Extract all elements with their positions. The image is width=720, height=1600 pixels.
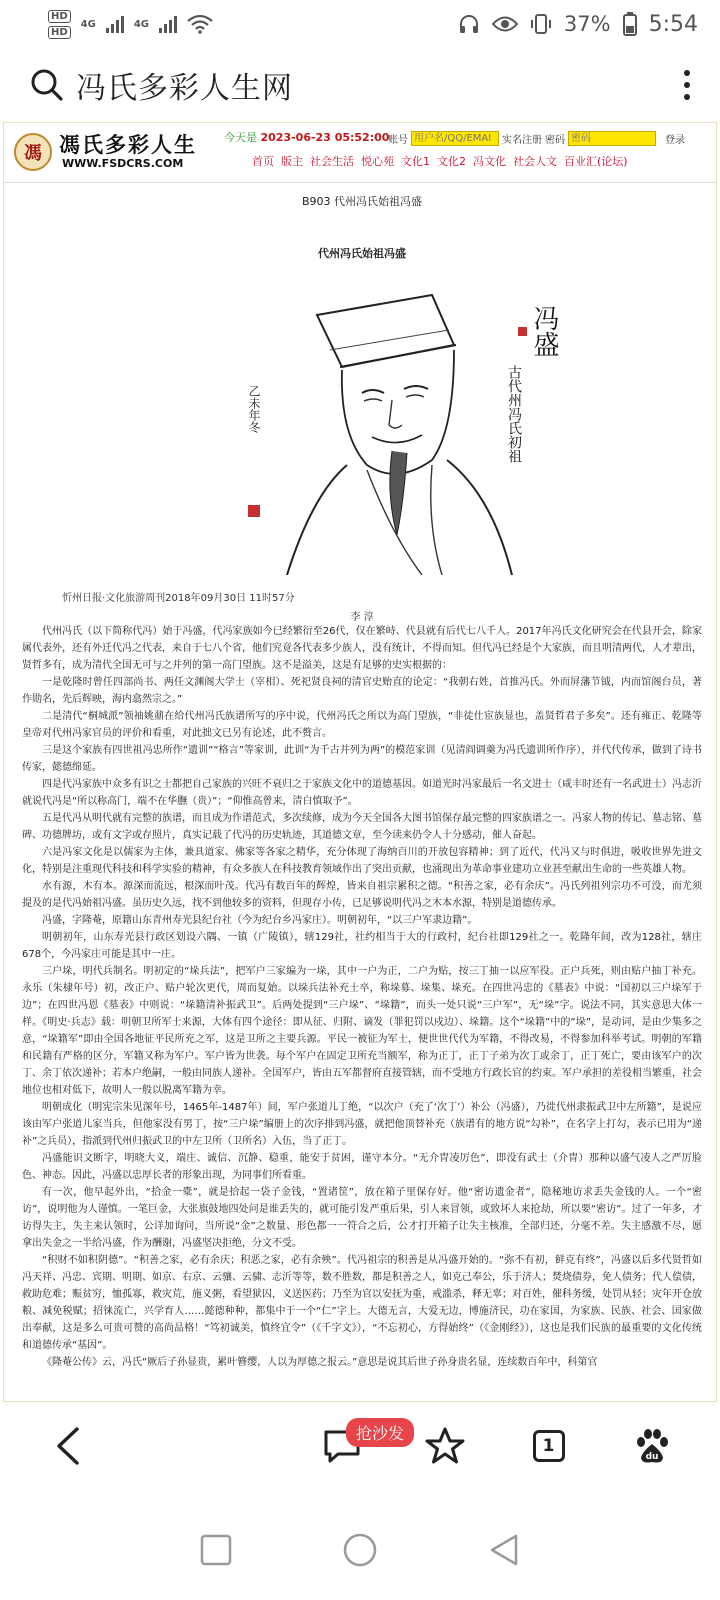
calligraphy-right-2: 古代州冯氏初祖 [506,365,522,463]
password-input[interactable] [568,131,656,146]
tabs-count[interactable]: 1 [533,1430,565,1462]
paragraph: 四是代冯家族中众多有识之士都把自己家族的兴旺不衰归之于家族文化中的道德基因。如道光时冯家最后一名文进士（咸丰时还有一名武进士）冯志沂就说代冯是“所以称高门，端不在华膴（贵）”；“仰惟高曾来，清白慎取予”。 [22,779,702,807]
wifi-icon [187,14,213,34]
portrait-image [192,275,592,575]
hd-badge-2: HD [48,26,71,39]
nav-item-forum[interactable]: 百业汇(论坛) [564,155,628,168]
nav-item-feng-culture[interactable]: 冯文化 [473,155,506,168]
calligraphy-right: 冯盛 [529,305,559,357]
page-title[interactable]: 冯氏多彩人生网 [76,71,293,106]
baidu-paw-icon[interactable] [628,1422,676,1470]
grab-sofa-badge[interactable]: 抢沙发 [346,1418,414,1447]
site-header [4,123,716,183]
today-date [224,129,389,145]
paragraph: 明朝成化（明宪宗朱见深年号，1465年-1487年）间，军户张道儿丁绝，“以次户（充了‘次丁’）补公（冯盛），乃徙代州隶振武卫中左所籍”，是说应该由军户张道儿家当兵，但他家没有男丁，按“三户垛”编册上的次序排到冯盛，就把他顶替补充（族谱有的地方说“勾补”，在名字上打勾，表示已用为“递补”之兵员），指派到代州归振武卫的中左卫所（卫所名）入伍，当了正丁。 [22,1102,702,1147]
headphone-icon [458,13,480,35]
paragraph: 《隆菴公传》云，冯氏“厥后子孙显贵，累叶簪缨，人以为厚德之报云。”意思是说其后世子孙身贵名显，连续数百年中，科第官 [42,1357,598,1368]
paragraph: 明朝初年，山东寿光县行政区划设六隅、一镇（广陵镇），辖129社，社约相当于大的行政村，纪台社即129社之一。乾隆年间，改为128社，辖庄678个，今冯家庄可能是其中一庄。 [22,932,702,960]
status-bar [0,0,720,48]
article-author: 李 淳 [350,612,374,623]
paragraph: “积财不如积阴德”。“积善之家，必有余庆；积恶之家，必有余殃”。代冯祖宗的积善是从冯盛开始的。“弥不有初，鲜克有终”，冯盛以后多代贤哲如冯天祥、冯忠、宾期、明期、如京、右京、云骧、云骕、志沂等等，数不胜数，都是积善之人，如克己奉公，乐于济人；焚烧债券，免人债务；代人偿债，救助危难；赈贫穷，恤孤寡，救灾荒，施义粥，看望狱囚，义送医药；乃至为官以安抚为重，戒滥杀，释无辜；对百姓，催科务缓，处罚从轻；灾年开仓放粮、减免税赋；招徕流亡，兴学育人……懿德种种，都集中于一个“仁”字上。大德无言，大爱无边，博施济民，功在家国，为家族、民族、社会、国家做出奉献，这是多么可贵可赞的高尚品格！“笃初诚美，慎终宜令”（《千字文》），“不忘初心，方得始终”（《金刚经》），这也是我们民族的最重要的文化传统和道德传承“基因”。 [22,1255,702,1351]
signal-icon-2 [159,15,177,33]
site-logo-url: WWW.FSDCRS.COM [62,157,184,170]
paragraph: 三是这个家族有四世祖冯忠所作“遗训”“格言”等家训，此训“为千古并列为两”的模范家训（见清阎调羹为冯氏遗训所作序），并代代传承，做到了诗书传家，懿德绵延。 [22,745,702,773]
web-page [3,122,717,1402]
seal-stamp-left [248,505,260,517]
today-value: 2023-06-23 05:52:00 [260,131,390,144]
article-source: 忻州日报·文化旅游周刊2018年09月30日 11时57分 [62,593,295,604]
home-icon[interactable] [342,1532,378,1568]
password-label: 密码 [545,135,565,146]
nav-item-home[interactable]: 首页 [252,155,274,168]
nav-item-humanities[interactable]: 社会人文 [513,155,557,168]
paragraph: 六是冯家文化是以儒家为主体，兼具道家、佛家等各家之精华，充分体现了海纳百川的开放包容精神；到了近代，代冯又与时俱进，吸收世界先进文化，特别是注重现代科技和科学实验的精神，有众多族人在科技教育领域作出了突出贡献，也涌现出为革命事业建功立业甚至献出生命的一些英雄人物。 [22,847,702,875]
paragraph: 水有源，木有本。源深而流远，根深而叶茂。代冯有数百年的辉煌，皆来自祖宗累积之德。“积善之家，必有余庆”。冯氏列祖列宗功不可没，而尤须提及的是代冯始祖冯盛。虽历史久远，找不到他较多的资料，但现存小传，已足够说明代冯之木本水源，特别是道德传承。 [22,881,702,909]
network-gen-2: 4G [133,18,150,30]
login-form [388,131,685,146]
battery-icon [623,12,637,36]
calligraphy-left: 乙未年冬 [247,385,261,433]
register-link[interactable]: 实名注册 [502,135,542,146]
nav-item-culture-1[interactable]: 文化1 [401,155,430,168]
account-label: 账号 [388,135,408,146]
seal-stamp-red [518,327,527,336]
vibrate-icon [530,13,552,35]
paragraph: 有一次，他早起外出，“拾金一橐”，就是拾起一袋子金钱，“置诸筐”，放在箱子里保存好。他“密访遗金者”，隐秘地访求丢失金钱的人。一个“密访”，说明他为人谨慎。一笔巨金，大张旗鼓地四处问是谁丢失的，就可能引发严重后果，引人来冒领，或致坏人来抢劫，所以要“密访”。过了一年多，才访得失主，失主来认领时，公详加询问，当所说“金”之数量、形色都一一符合之后，公才打开箱子让失主核准，全部归还，分毫不差。失主感激不尽，愿拿出失金之一半给冯盛，作为酬谢，冯盛坚决拒绝，分文不受。 [22,1187,702,1249]
nav-item-culture-2[interactable]: 文化2 [437,155,466,168]
recent-apps-icon[interactable] [200,1534,232,1566]
network-gen-1: 4G [80,18,96,30]
signal-icon-1 [106,15,124,33]
paragraph: 三户垛，明代兵制名。明初定的“垛兵法”，把军户三家编为一垛，其中一户为正，二户为贴，按三丁抽一以应军役。正户兵死，则由贴户抽丁补充。永乐（朱棣年号）初，改正户、贴户轮次更代，周而复始。以垛兵法补充士卒，称垛募、垛集、垛充。在四世冯忠的《墓表》中说：“国初以三户垛军于边”；在四世冯恩《墓表》中则说：“垛籍清补振武卫”。后两处提到“三户垛”、“垛籍”，而头一处只说“三户军”，无“垛”字。说法不同，其实意思大体一样。《明史·兵志》载：明朝卫所军士来源，大体有四个途径：即从征、归附、谪发（罪犯罚以戍边）、垛籍。这个“垛籍”中的“垛”，是动词，是由少集多之意，“垛籍军”即由全国各地征平民所充之军，这是卫所之主要兵源。平民一被征为军士，便世世代代为军籍，不得改易，不得参加科举考试。明朝的军籍和民籍有严格的区分，军籍又称为军户。军户皆为世袭。每个军户在固定卫所充当额军，称为正丁，正丁子弟为次丁或余丁，正丁死亡，要由该军户的次丁、余丁依次递补；若本户绝嗣，一般由同族人递补。全国军户，皆由五军都督府直接管辖，而不受地方行政长官的约束。军户承担的差役相当繁重，社会地位也相对低下，故明人一般以脱离军籍为幸。 [22,966,702,1096]
paragraph: 一是乾隆时曾任四部尚书、两任文渊阁大学士（宰相）、死祀贤良祠的清官史贻直的论定：“我朝右姓，首推冯氏。外而屏藩节钺，内而馆阁台员，著作勋名，先后辉映，海内翕然宗之。” [22,677,702,705]
search-icon[interactable] [30,68,64,102]
site-nav [252,153,628,169]
nav-item-social-life[interactable]: 社会生活 [310,155,354,168]
nav-item-yuexinyuan[interactable]: 悦心苑 [361,155,394,168]
paragraph: 五是代冯从明代就有完整的族谱，而且成为作谱范式，多次续修，成为今天全国各大图书馆保存最完整的四家族谱之一。冯家人物的传记、墓志铭、墓碑、功德牌坊，或有文字或存照片，真实记载了代冯的历史轨迹，其道德文章，至今读来仍令人十分感动，催人奋起。 [22,813,702,841]
system-back-icon[interactable] [488,1533,520,1567]
svg-text:du: du [645,1452,659,1462]
more-vertical-icon[interactable] [684,70,690,100]
browser-address-bar[interactable] [0,50,720,120]
article-body [22,623,702,1371]
battery-percent: 37% [563,12,611,36]
nav-item-moderator[interactable]: 版主 [281,155,303,168]
article-title: 代州冯氏始祖冯盛 [318,247,406,260]
paragraph: 代州冯氏（以下简称代冯）始于冯盛，代冯家族如今已经繁衍至26代，仅在繁峙、代县就有后代七八千人。2017年冯氏文化研究会在代县开会，除家属代表外，还有外迁代冯之代表，来自于七八个省，他们究竟各代表多少族人，没有统计，不得而知。但代冯已经是个大家族，而且明清两代，人才辈出，贤哲多有，成为清代全国无可与之并列的第一高门望族。这不是溢美，这是有足够的史实根据的： [22,626,702,671]
today-label: 今天是 [224,131,261,144]
paragraph: 冯盛，字隆菴，原籍山东青州寿光县纪台社（今为纪台乡冯家庄）。明朝初年，“以三户军隶边籍”。 [42,915,478,926]
hd-badge-1: HD [48,10,71,23]
portrait-drawing [192,275,592,575]
site-logo-text[interactable]: 馮氏多彩人生 [59,132,197,157]
clock: 5:54 [648,11,698,37]
system-nav-bar [0,1500,720,1600]
site-logo-seal[interactable]: 馮 [14,133,52,171]
login-button[interactable]: 登录 [665,135,685,146]
article [4,193,716,1371]
back-arrow-icon[interactable] [44,1422,92,1470]
article-id-title: B903 代州冯氏始祖冯盛 [301,195,423,208]
eye-icon [492,15,518,33]
paragraph: 冯盛能识文断字，明晓大义，端庄、诚信、沉静、稳重，能安于贫困，谨守本分。“无介胄凌厉色”，即没有武士（介胄）那种以盛气凌人之严厉脸色、神态。因此，冯盛以忠厚长者的形象出现，为同事们所看重。 [22,1153,702,1181]
tabs-button[interactable] [525,1422,573,1470]
star-icon[interactable] [421,1422,469,1470]
account-input[interactable] [411,131,499,146]
paragraph: 二是清代“桐城派”领袖姚鼐在给代州冯氏族谱所写的序中说，代州冯氏之所以为高门望族，“非徒仕宦族显也，盖贤哲君子多矣”。还有雍正、乾隆等皇帝对代州冯家官员的评价和看重，对此拙文已另有论述，此不赘言。 [22,711,702,739]
